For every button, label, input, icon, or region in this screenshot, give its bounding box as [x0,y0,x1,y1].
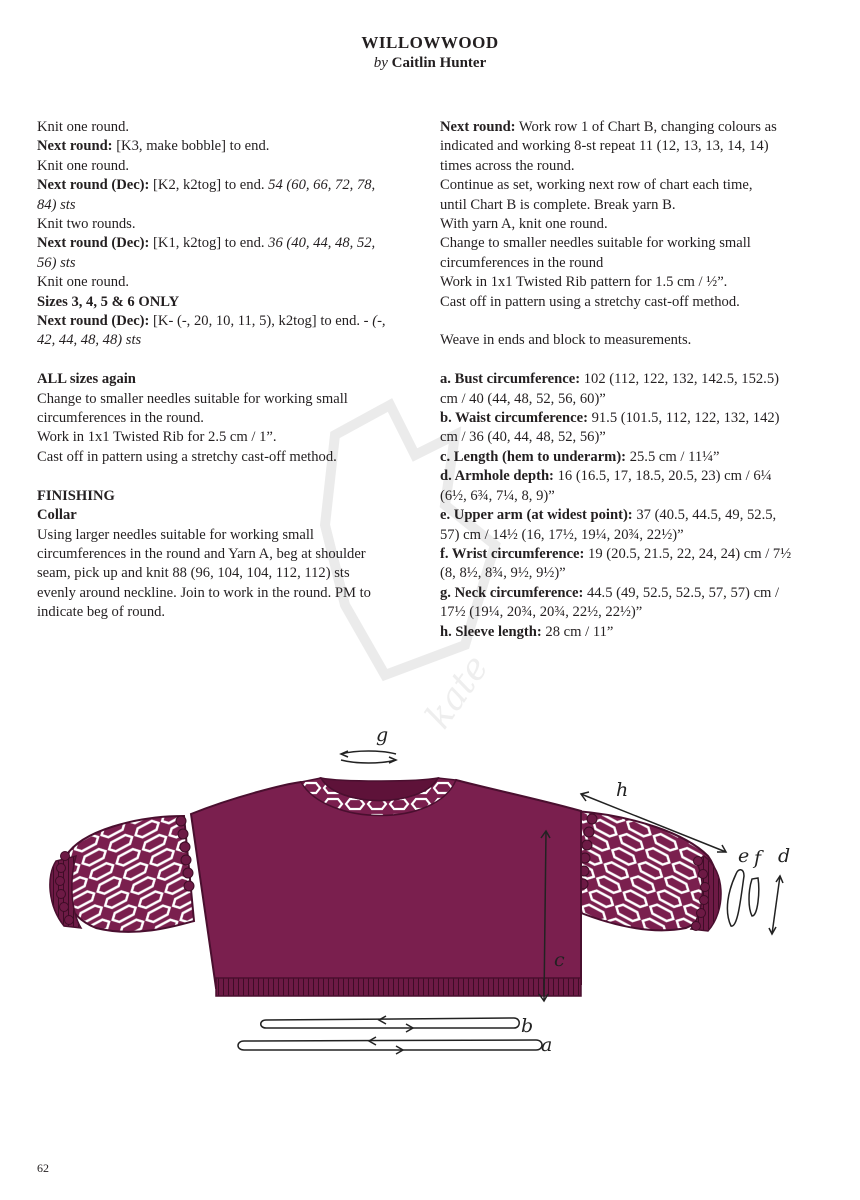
text-line [37,390,397,409]
text-run-italic: 36 (40, 44, 48, 52, [268,235,376,252]
text-run-italic: 84) sts [37,196,76,213]
text-line [440,603,810,622]
sweater-body [191,778,581,996]
text-run-plain: 16 (16.5, 17, 18.5, 20.5, 23) cm / 6¼ [553,468,772,485]
text-line [440,564,810,583]
text-line [37,564,397,583]
text-run-bold: b. Waist circumference: [440,410,588,427]
byline [0,55,860,72]
text-line [37,409,397,428]
text-line [37,293,397,312]
text-line [37,312,397,331]
label-f: f [754,847,762,869]
text-run-plain: circumferences in the round [440,254,604,271]
text-run-bold: Sizes 3, 4, 5 & 6 ONLY [37,293,180,310]
measurement-a [238,1037,542,1054]
text-run-plain: Weave in ends and block to measurements. [440,332,692,349]
text-line [37,176,397,195]
text-run-plain: indicate beg of round. [37,604,166,621]
text-run-bold: e. Upper arm (at widest point): [440,507,633,524]
left-sleeve [50,816,194,932]
label-h: h [616,779,629,801]
text-line [440,331,810,350]
text-line [440,467,810,486]
page-number: 62 [37,1161,49,1175]
text-run-plain: [K1, k2tog] to end. [149,235,269,252]
label-g: g [376,724,389,746]
text-line [440,428,810,447]
paragraph-gap [440,351,810,370]
text-line [37,370,397,389]
text-run-plain: Knit one round. [37,157,130,174]
text-line [440,254,810,273]
text-run-plain: Change to smaller needles suitable for working small [37,390,348,407]
left-column [37,118,397,623]
label-b: b [521,1015,534,1037]
text-line [440,584,810,603]
text-line [440,157,810,176]
text-line [37,273,397,292]
pattern-title: WILLOWWOOD [361,33,499,52]
text-line [440,545,810,564]
text-run-plain: With yarn A, knit one round. [440,216,608,233]
text-run-plain: circumferences in the round. [37,410,204,427]
text-run-plain: until Chart B is complete. Break yarn B. [440,196,676,213]
text-line [440,409,810,428]
text-run-plain: cm / 36 (40, 44, 48, 52, 56)” [440,429,606,446]
text-line [440,487,810,506]
label-a: a [541,1034,553,1056]
text-line [37,234,397,253]
text-run-plain: times across the round. [440,157,575,174]
text-run-plain: [K- (-, 20, 10, 11, 5), k2tog] to end. - [149,313,373,330]
text-run-bold: ALL sizes again [37,371,136,388]
text-line [37,157,397,176]
page-header [0,33,860,72]
text-run-plain: Using larger needles suitable for working small [37,526,314,543]
text-run-italic: 42, 44, 48, 48) sts [37,332,142,349]
text-run-plain: Change to smaller needles suitable for working small [440,235,751,252]
text-run-plain: Knit one round. [37,119,130,135]
text-run-italic: 56) sts [37,254,76,271]
text-run-plain: indicated and working 8-st repeat 11 (12, 13, 13, 14, 14) [440,138,769,155]
text-run-plain: circumferences in the round and Yarn A, beg at shoulder [37,545,366,562]
text-run-plain: Cast off in pattern using a stretchy cast-off method. [37,448,337,465]
text-run-bold: Next round (Dec): [37,177,150,194]
text-run-plain: 37 (40.5, 44.5, 49, 52.5, [632,507,777,524]
paragraph-gap [37,351,397,370]
watermark-text: kate [417,647,497,737]
text-run-bold: c. Length (hem to underarm): [440,448,627,465]
measurement-g [341,751,396,763]
measurement-b [261,1016,520,1032]
text-run-bold: g. Neck circumference: [440,584,584,601]
label-e: e [738,845,750,867]
text-line [37,603,397,622]
text-run-italic: (-, [372,313,386,330]
text-run-plain: 28 cm / 11” [541,623,614,640]
text-line [440,118,810,137]
text-line [440,273,810,292]
text-line [37,526,397,545]
text-line [37,215,397,234]
hem-rib [216,978,581,996]
text-run-bold: Next round: [37,138,113,155]
text-line [440,234,810,253]
text-run-plain: cm / 40 (44, 48, 52, 56, 60)” [440,390,606,407]
text-run-bold: Next round: [440,119,516,135]
text-run-bold: h. Sleeve length: [440,623,542,640]
text-line [440,390,810,409]
text-run-plain: Work row 1 of Chart B, changing colours as [515,119,777,135]
text-run-plain: seam, pick up and knit 88 (96, 104, 104, 112, 112) sts [37,565,350,582]
paragraph-gap [37,467,397,486]
text-run-bold: f. Wrist circumference: [440,545,585,562]
sweater-schematic [36,716,816,1066]
text-line [440,623,810,642]
text-run-bold: Collar [37,507,77,524]
text-run-bold: Next round (Dec): [37,313,150,330]
text-run-plain: 102 (112, 122, 132, 142.5, 152.5) [580,371,779,388]
text-run-plain: 44.5 (49, 52.5, 52.5, 57, 57) cm / [583,584,780,601]
text-run-plain: Knit one round. [37,274,130,291]
text-run-plain: (6½, 6¾, 7¼, 8, 9)” [440,487,555,504]
text-line [37,196,397,215]
text-run-bold: a. Bust circumference: [440,371,581,388]
text-run-plain: Cast off in pattern using a stretchy cast-off method. [440,293,740,310]
text-line [37,545,397,564]
text-run-plain: [K2, k2tog] to end. [149,177,269,194]
text-run-plain: 25.5 cm / 11¼” [626,448,720,465]
text-line [37,118,397,137]
text-line [440,526,810,545]
byline-by: by [373,55,388,71]
author-name: Caitlin Hunter [391,55,487,71]
text-line [37,448,397,467]
text-line [440,215,810,234]
text-run-plain: Continue as set, working next row of chart each time, [440,177,753,194]
text-line [440,506,810,525]
text-line [37,506,397,525]
text-line [440,176,810,195]
label-d: d [778,845,791,867]
right-column [440,118,810,642]
text-run-plain: Knit two rounds. [37,216,136,233]
text-run-plain: 19 (20.5, 21.5, 22, 24, 24) cm / 7½ [584,545,792,562]
text-line [37,487,397,506]
right-sleeve [576,811,721,931]
text-line [37,584,397,603]
text-run-italic: 54 (60, 66, 72, 78, [268,177,376,194]
text-line [440,370,810,389]
text-run-plain: 91.5 (101.5, 112, 122, 132, 142) [587,410,780,427]
paragraph-gap [440,312,810,331]
text-line [37,254,397,273]
text-run-plain: Work in 1x1 Twisted Rib pattern for 1.5 cm / ½”. [440,274,728,291]
text-run-bold: d. Armhole depth: [440,468,554,485]
text-run-plain: Work in 1x1 Twisted Rib for 2.5 cm / 1”. [37,429,277,446]
text-line [440,137,810,156]
text-run-plain: evenly around neckline. Join to work in the round. PM to [37,584,371,601]
text-line [37,137,397,156]
text-run-plain: (8, 8½, 8¾, 9½, 9½)” [440,565,566,582]
text-run-plain: 17½ (19¼, 20¾, 20¾, 22½, 22½)” [440,604,643,621]
text-run-plain: 57) cm / 14½ (16, 17½, 19¼, 20¾, 22½)” [440,526,684,543]
text-line [440,196,810,215]
text-run-plain: [K3, make bobble] to end. [112,138,270,155]
text-run-bold: FINISHING [37,487,115,504]
measurement-e-f-d [727,870,783,934]
text-line [37,428,397,447]
text-line [440,448,810,467]
text-run-bold: Next round (Dec): [37,235,150,252]
label-c: c [554,949,565,971]
text-line [440,293,810,312]
text-line [37,331,397,350]
